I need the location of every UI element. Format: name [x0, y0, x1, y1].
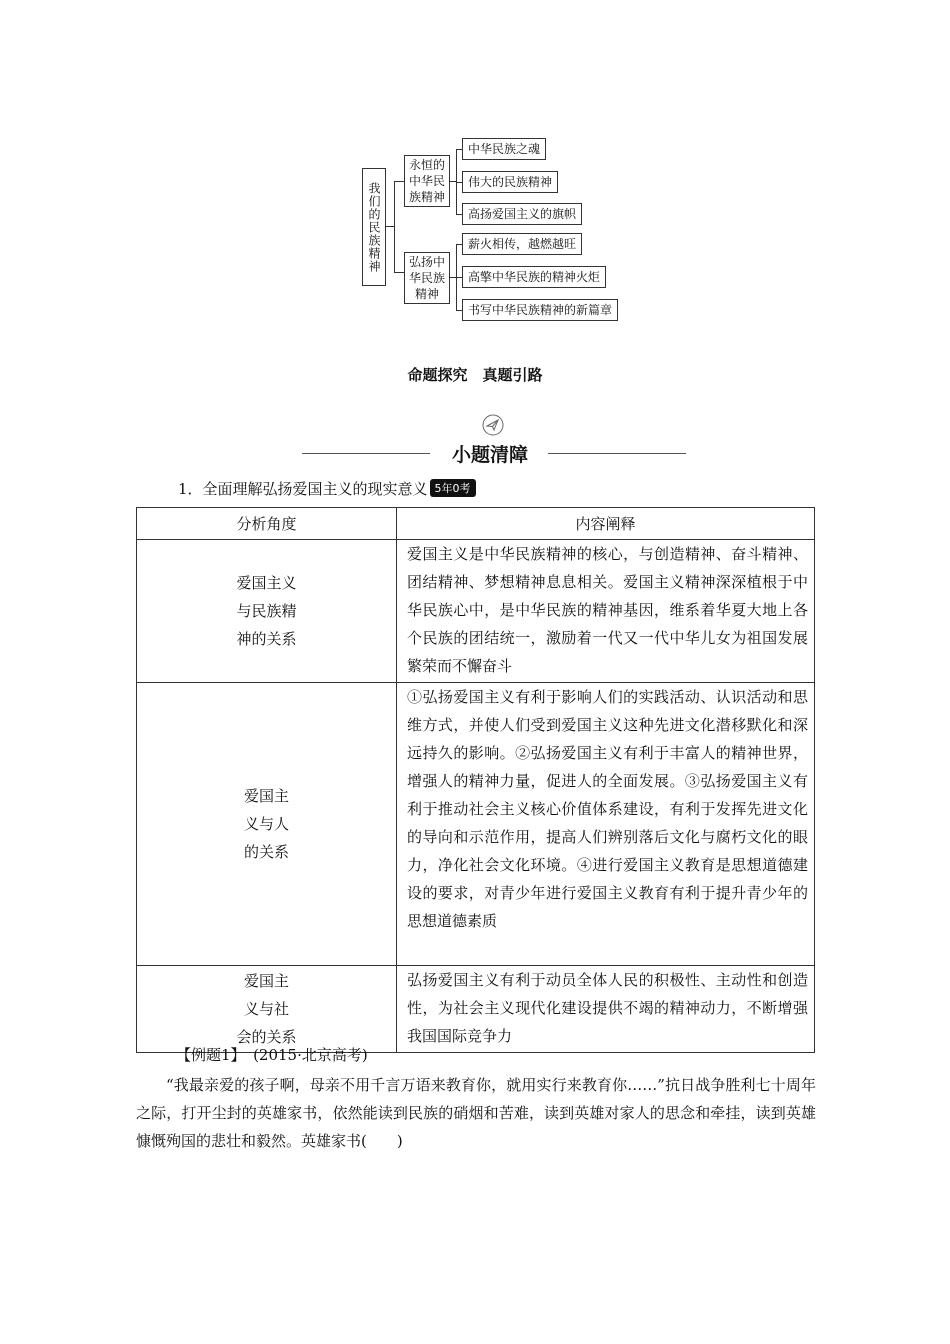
angle-line: 义与社	[243, 1000, 289, 1018]
table-row	[137, 683, 815, 966]
mindmap-branch-2: 弘扬中华民族精神	[404, 252, 450, 304]
table-cell-content: ①弘扬爱国主义有利于影响人们的实践活动、认识活动和思维方式，并使人们受到爱国主义这种先进文化潜移默化和深远持久的影响。②弘扬爱国主义有利于丰富人的精神世界，增强人的精神力量，促进人的全面发展。③弘扬爱国主义有利于推动社会主义核心价值体系建设，有利于发挥先进文化的导向和示范作用，提高人们辨别落后文化与腐朽文化的眼力，净化社会文化环境。④进行爱国主义教育是思想道德建设的要求，对青少年进行爱国主义教育有利于提升青少年的思想道德素质	[397, 683, 815, 966]
exam-frequency-badge: 5年0考	[430, 479, 476, 497]
table-row	[137, 966, 815, 1053]
angle-line: 爱国主	[243, 972, 289, 990]
question-title-text: 1．全面理解弘扬爱国主义的现实意义	[178, 480, 428, 498]
mindmap-leaf: 中华民族之魂	[462, 138, 546, 160]
mindmap-connector	[394, 272, 404, 273]
table-header: 分析角度	[137, 508, 397, 540]
mindmap-connector	[394, 181, 395, 272]
analysis-table	[136, 507, 815, 1053]
mindmap-leaf: 书写中华民族精神的新篇章	[462, 299, 618, 321]
angle-line: 神的关系	[236, 630, 297, 648]
angle-line: 爱国主	[243, 787, 289, 805]
banner-divider-left	[302, 453, 430, 454]
mindmap-branch-1: 永恒的中华民族精神	[404, 155, 450, 207]
example-body: “我最亲爱的孩子啊，母亲不用千言万语来教育你，就用实行来教育你……”抗日战争胜利七十周年之际，打开尘封的英雄家书，依然能读到民族的硝烟和苦难，读到英雄对家人的思念和牵挂，读到英雄慷慨殉国的悲壮和毅然。英雄家书( )	[136, 1076, 816, 1150]
section-title: 命题探究 真题引路	[407, 366, 543, 384]
banner-divider-right	[548, 453, 686, 454]
angle-line: 会的关系	[236, 1028, 297, 1046]
example-label: 【例题1】	[176, 1046, 239, 1064]
mindmap-leaf: 高擎中华民族的精神火炬	[462, 266, 606, 288]
angle-line: 与民族精	[236, 602, 297, 620]
angle-line: 义与人	[243, 815, 289, 833]
mindmap-leaf: 薪火相传，越燃越旺	[462, 233, 582, 255]
angle-line: 的关系	[243, 843, 289, 861]
mindmap-leaf: 高扬爱国主义的旗帜	[462, 203, 582, 225]
paper-plane-icon	[482, 414, 504, 436]
table-header-row	[137, 508, 815, 540]
mindmap-leaf: 伟大的民族精神	[462, 171, 558, 193]
table-row	[137, 540, 815, 683]
mindmap-connector	[394, 181, 404, 182]
angle-line: 爱国主义	[236, 574, 297, 592]
table-header: 内容阐释	[397, 508, 815, 540]
mindmap-root: 我们的民族精神	[362, 168, 386, 286]
table-cell-content: 弘扬爱国主义有利于动员全体人民的积极性、主动性和创造性，为社会主义现代化建设提供不竭的精神动力，不断增强我国国际竞争力	[397, 966, 815, 1053]
table-cell-content: 爱国主义是中华民族精神的核心，与创造精神、奋斗精神、团结精神、梦想精神息息相关。爱国主义精神深深植根于中华民族心中，是中华民族的精神基因，维系着华夏大地上各个民族的团结统一，激励着一代又一代中华儿女为祖国发展繁荣而不懈奋斗	[397, 540, 815, 683]
table-cell-angle	[137, 683, 397, 966]
question-title	[178, 478, 476, 499]
mindmap-connector	[386, 226, 394, 227]
table-cell-angle	[137, 540, 397, 683]
example-source: (2015·北京高考)	[253, 1046, 368, 1064]
banner-title: 小题清障	[451, 444, 528, 466]
table-cell-angle	[137, 966, 397, 1053]
example-heading	[176, 1044, 368, 1065]
